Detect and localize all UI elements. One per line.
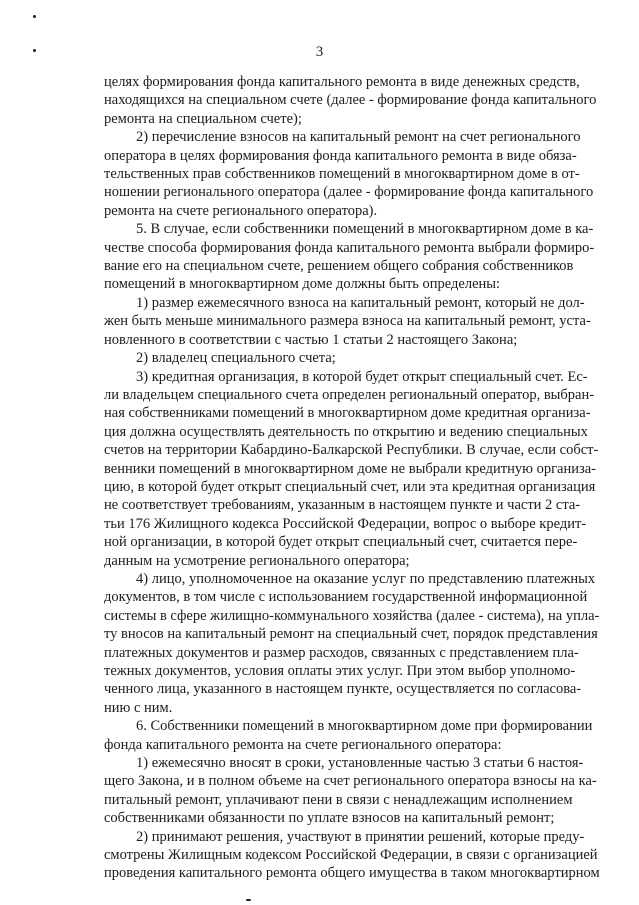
text-line: жен быть меньше минимального размера взноса на капитальный ремонт, уста- xyxy=(104,313,591,330)
text-line: новленного в соответствии с частью 1 статьи 2 настоящего Закона; xyxy=(104,331,518,348)
text-line: питальный ремонт, уплачивают пени в связи с ненадлежащим исполнением xyxy=(104,791,573,808)
text-line: 4) лицо, уполномоченное на оказание услуг по представлению платежных xyxy=(136,570,596,587)
text-line: счетов на территории Кабардино-Балкарской Республики. В случае, если собст- xyxy=(104,442,599,459)
text-line: ция должна осуществлять деятельность по открытию и ведению специальных xyxy=(104,423,588,440)
text-line: ной организации, в которой будет открыт специальный счет, считается пере- xyxy=(104,534,578,551)
text-line: 2) принимают решения, участвуют в принятии решений, которые преду- xyxy=(136,828,585,845)
text-line: тежных документов, условия оплаты этих услуг. При этом выбор уполномо- xyxy=(104,663,576,679)
text-line: венники помещений в многоквартирном доме не выбрали кредитную организа- xyxy=(104,460,597,477)
text-line: тьи 176 Жилищного кодекса Российской Федерации, вопрос о выборе кредит- xyxy=(104,515,587,532)
text-line: документов, в том числе с использованием государственной информационной xyxy=(104,589,588,606)
text-line: цию, в которой будет открыт специальный счет, или эта кредитная организация xyxy=(104,478,596,495)
text-line: проведения капитального ремонта общего имущества в таком многоквартирном xyxy=(104,865,600,882)
text-line: ная собственниками помещений в многоквартирном доме кредитная организа- xyxy=(104,405,591,422)
text-line: не соответствует требованиям, указанным в настоящем пункте и части 2 ста- xyxy=(104,497,581,514)
text-line: вание его на специальном счете, решением общего собрания собственников xyxy=(104,258,574,275)
text-line: ремонта на специальном счете); xyxy=(104,110,302,127)
text-line: нию с ним. xyxy=(104,699,173,716)
scan-mark xyxy=(33,15,36,18)
scan-mark xyxy=(246,899,251,901)
document-body xyxy=(104,73,614,883)
text-line: щего Закона, и в полном объеме на счет регионального оператора взносы на ка- xyxy=(104,773,597,790)
text-line: 1) размер ежемесячного взноса на капитальный ремонт, который не дол- xyxy=(136,294,585,311)
text-line: 2) перечисление взносов на капитальный ремонт на счет регионального xyxy=(136,129,581,146)
text-line: платежных документов и размер расходов, связанных с представлением пла- xyxy=(104,644,579,661)
text-line: целях формирования фонда капитального ремонта в виде денежных средств, xyxy=(104,74,580,90)
text-line: 2) владелец специального счета; xyxy=(136,350,336,367)
text-line: честве способа формирования фонда капитального ремонта выбрали формиро- xyxy=(104,239,595,256)
text-line: данным на усмотрение регионального оператора; xyxy=(104,552,410,569)
text-line: 3) кредитная организация, в которой будет открыт специальный счет. Ес- xyxy=(136,368,588,385)
text-line: ту вносов на капитальный ремонт на специальный счет, порядок представления xyxy=(104,626,598,643)
text-line: собственниками обязанности по уплате взносов на капитальный ремонт; xyxy=(104,810,555,827)
text-line: оператора в целях формирования фонда капитального ремонта в виде обяза- xyxy=(104,147,577,164)
text-line: ремонта на счете регионального оператора). xyxy=(104,202,378,219)
page-number: 3 xyxy=(315,44,324,60)
text-line: фонда капитального ремонта на счете регионального оператора: xyxy=(104,736,502,753)
text-line: находящихся на специальном счете (далее - формирование фонда капитального xyxy=(104,92,597,109)
text-line: тельственных прав собственников помещений в многоквартирном доме в от- xyxy=(104,166,580,183)
text-line: ношении регионального оператора (далее - формирование фонда капитального xyxy=(104,184,594,201)
text-line: ченного лица, указанного в настоящем пункте, осуществляется по согласова- xyxy=(104,681,582,698)
text-line: 6. Собственники помещений в многоквартирном доме при формировании xyxy=(136,718,593,735)
text-line: 1) ежемесячно вносят в сроки, установленные частью 3 статьи 6 настоя- xyxy=(136,755,584,772)
text-line: системы в сфере жилищно-коммунального хозяйства (далее - система), на упла- xyxy=(104,607,600,624)
text-line: ли владельцем специального счета определен региональный оператор, выбран- xyxy=(104,386,595,403)
text-line: помещений в многоквартирном доме должны быть определены: xyxy=(104,276,501,293)
text-line: 5. В случае, если собственники помещений в многоквартирном доме в ка- xyxy=(136,221,594,238)
text-line: смотрены Жилищным кодексом Российской Федерации, в связи с организацией xyxy=(104,847,598,864)
